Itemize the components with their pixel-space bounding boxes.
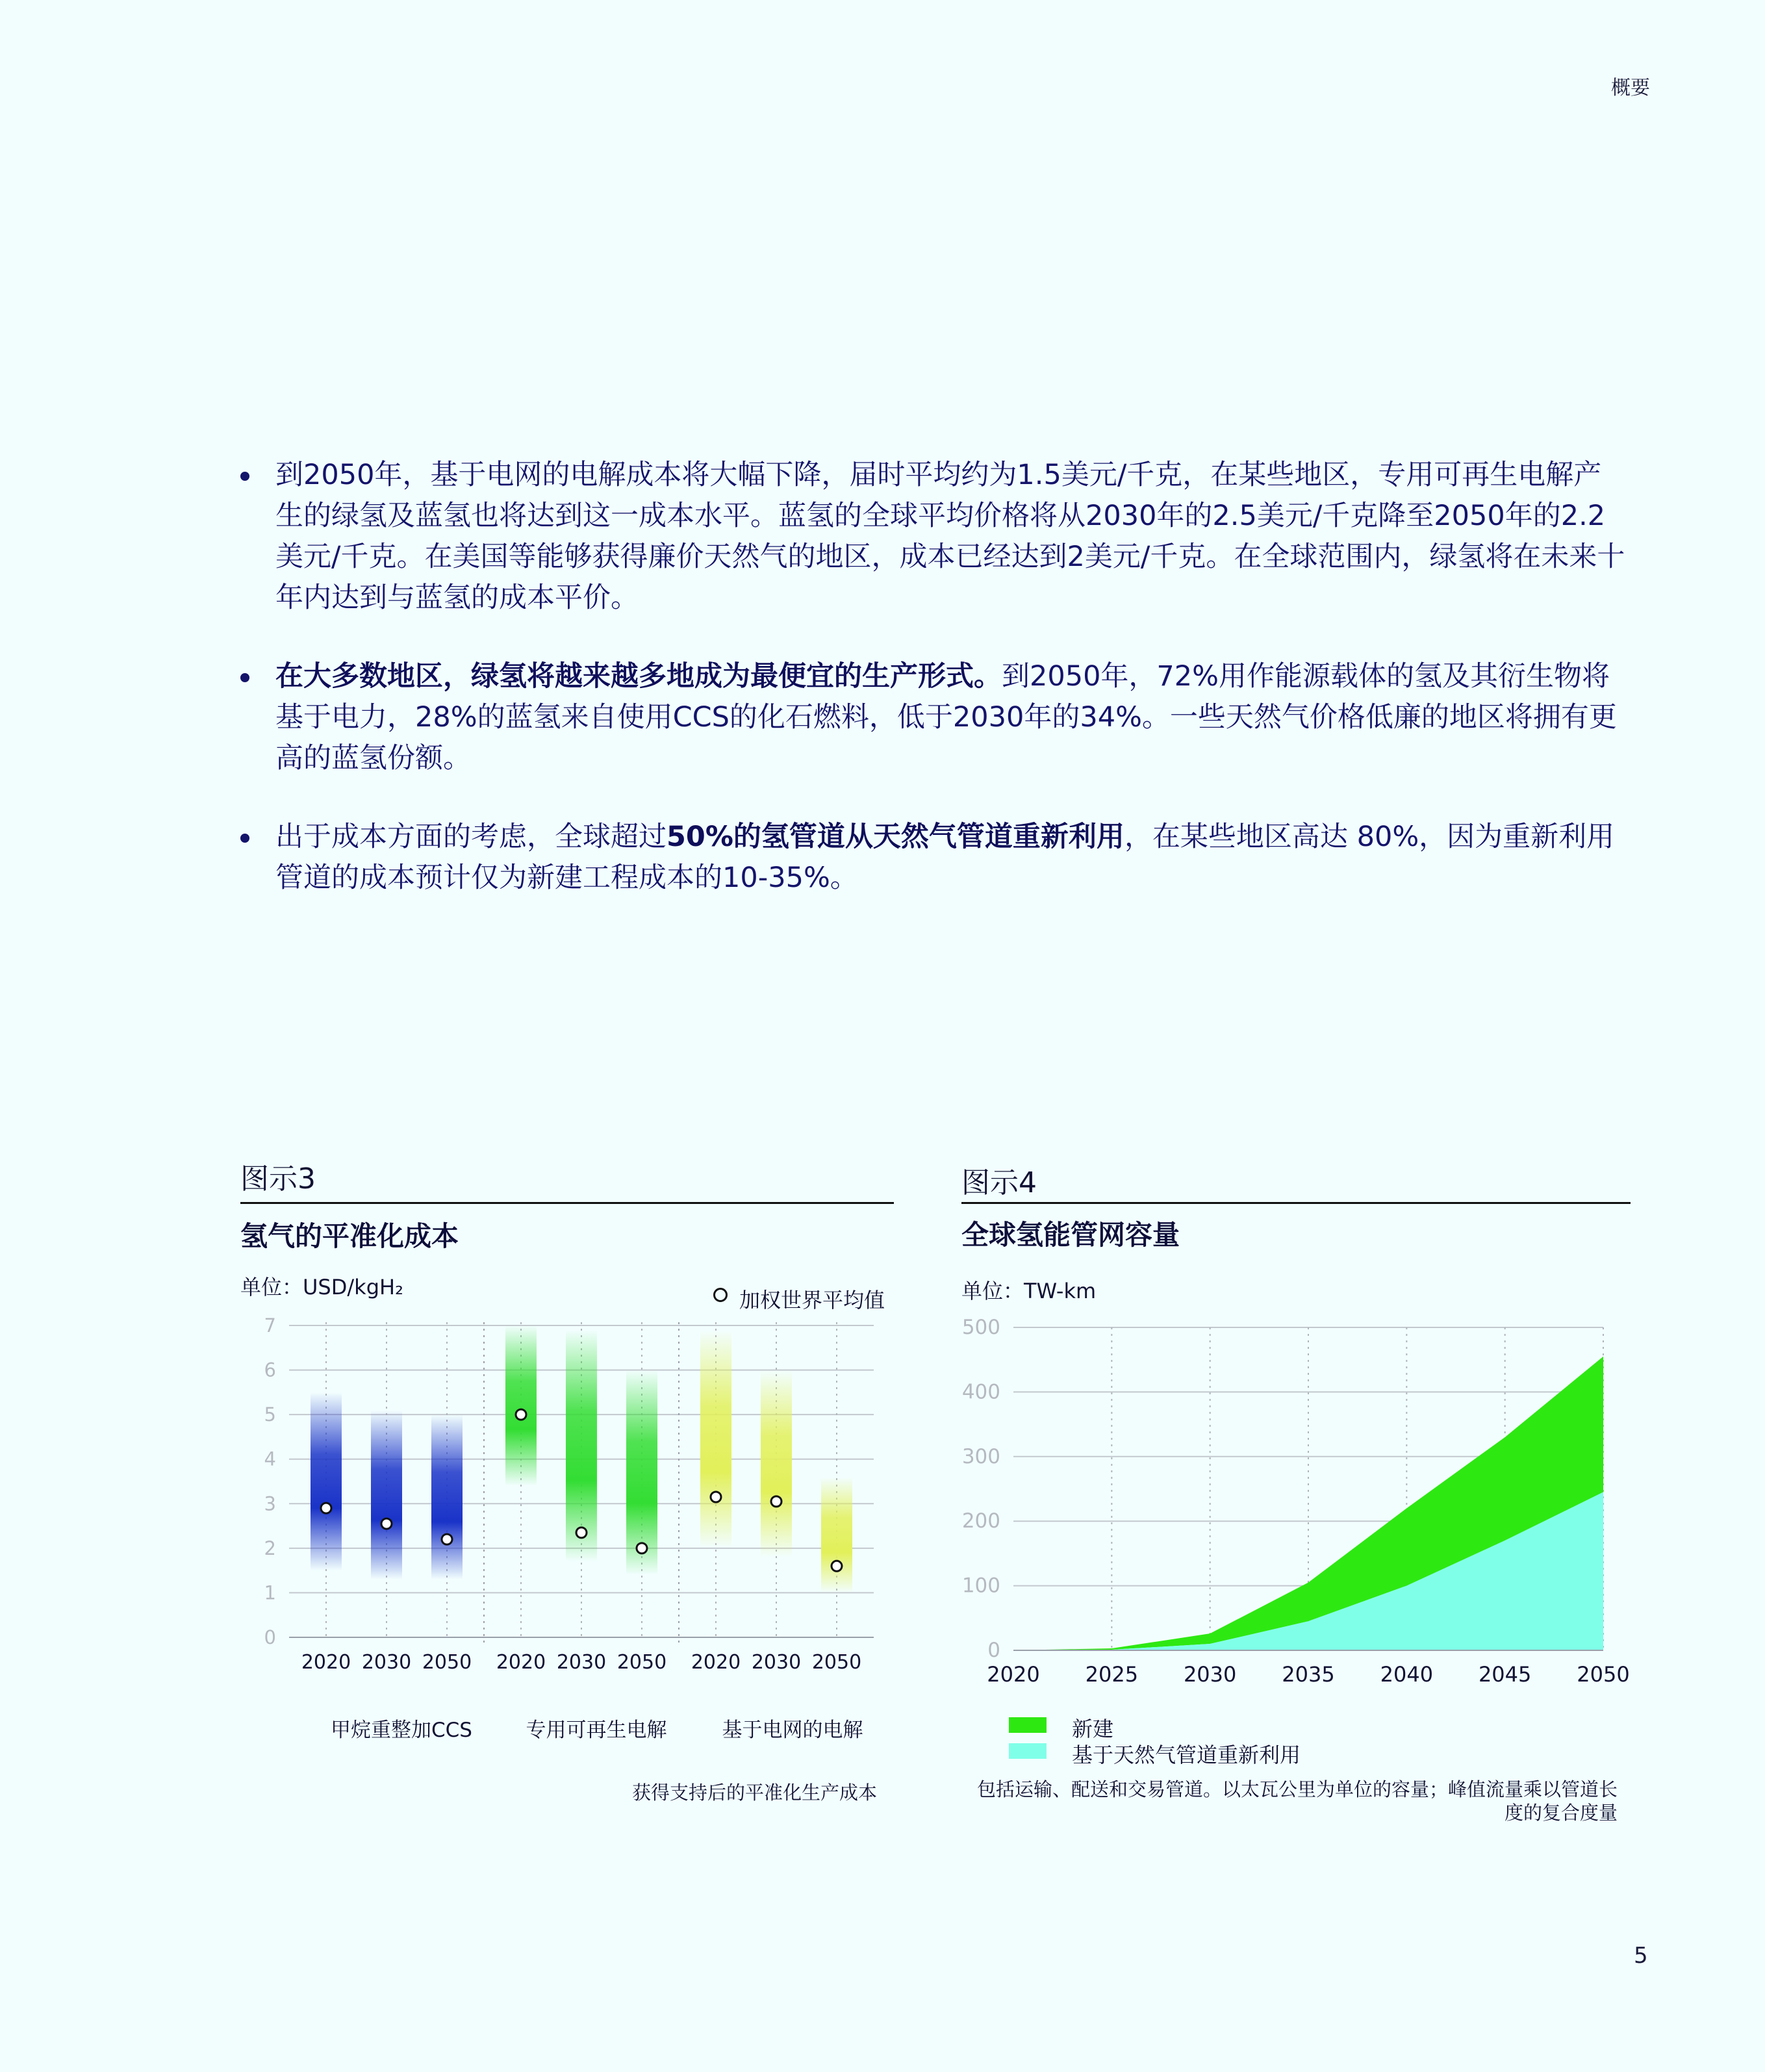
figure3-title: 氢气的平准化成本 [240,1220,459,1252]
y-tick-label: 200 [961,1509,1000,1533]
x-tick-label: 2020 [301,1651,351,1674]
bullet-3-post: ，在某些地区高达 80%，因为重新利用管道的成本预计仅为新建工程成本的10-35%。 [275,821,1615,894]
bullet-1-text: 到2050年，基于电网的电解成本将大幅下降，届时平均约为1.5美元/千克，在某些地区，专用可再生电解产生的绿氢及蓝氢也将达到这一成本水平。蓝氢的全球平均价格将从2030年的2.5美元/千克降至2050年的2.2美元/千克。在美国等能够获得廉价天然气的地区，成本已经达到2美元/千克。在全球范围内，绿氢将在未来十年内达到与蓝氢的成本平价。 [275,459,1625,614]
figure4-unit: 单位：TW-km [961,1279,1097,1303]
weighted-average-point [637,1543,647,1554]
cost-range-bar [821,1477,852,1592]
figure4-rule [961,1202,1631,1204]
legend-swatch-new [1009,1717,1047,1733]
x-tick-label: 2035 [1282,1662,1335,1687]
bullet-dot-icon [240,834,249,843]
x-tick-label: 2050 [422,1651,472,1674]
x-tick-label: 2045 [1478,1662,1532,1687]
figure3-legend: 加权世界平均值 [739,1288,885,1312]
y-tick-label: 2 [264,1537,276,1559]
x-tick-label: 2040 [1380,1662,1434,1687]
y-tick-label: 5 [264,1403,276,1426]
y-tick-label: 100 [961,1574,1000,1598]
cost-range-bar [505,1325,537,1486]
bullet-item-2 [235,656,1625,779]
figure3-number: 图示3 [240,1162,316,1196]
figure4-caption-line2: 度的复合度量 [1504,1802,1618,1824]
x-tick-label: 2050 [811,1651,862,1674]
x-tick-label: 2025 [1085,1662,1139,1687]
x-tick-label: 2020 [691,1651,741,1674]
pipeline-capacity-chart [961,1306,1637,1696]
bullet-dot-icon [240,673,249,682]
levelized-cost-chart [240,1299,896,1702]
x-tick-label: 2030 [556,1651,607,1674]
x-tick-label: 2050 [1577,1662,1630,1687]
y-tick-label: 0 [987,1639,1000,1662]
weighted-average-point [832,1561,842,1571]
figure4-number: 图示4 [961,1166,1037,1199]
bullet-item-3 [235,817,1625,899]
x-tick-label: 2030 [361,1651,412,1674]
page-number: 5 [1634,1943,1648,1969]
figure3-unit: 单位：USD/kgH₂ [240,1275,403,1299]
y-tick-label: 500 [961,1316,1000,1339]
cost-range-bar [311,1392,342,1570]
group-label-smr-ccs: 甲烷重整加CCS [331,1719,472,1742]
cost-range-bar [700,1330,731,1548]
figure3-rule [240,1202,894,1204]
cost-range-bar [761,1370,792,1557]
y-tick-label: 400 [961,1380,1000,1404]
weighted-average-point [576,1528,587,1538]
figure4-caption-line1: 包括运输、配送和交易管道。以太瓦公里为单位的容量；峰值流量乘以管道长 [976,1778,1618,1800]
weighted-average-point [321,1503,331,1513]
weighted-average-point [516,1409,526,1420]
weighted-average-point [442,1534,452,1544]
weighted-average-point [381,1518,392,1529]
cost-range-bar [431,1414,463,1580]
weighted-average-point [711,1492,721,1502]
x-tick-label: 2030 [1183,1662,1237,1687]
cost-range-bar [371,1410,402,1580]
x-tick-label: 2030 [751,1651,802,1674]
legend-label-repurposed: 基于天然气管道重新利用 [1072,1743,1301,1767]
x-tick-label: 2020 [987,1662,1040,1687]
bullet-list [235,455,1625,936]
section-label: 概要 [1611,77,1650,99]
group-label-renewable: 专用可再生电解 [526,1719,667,1742]
bullet-3-pre: 出于成本方面的考虑，全球超过 [275,821,667,853]
y-tick-label: 3 [264,1492,276,1515]
figure4-title: 全球氢能管网容量 [961,1219,1180,1251]
figure3-caption: 获得支持后的平准化生产成本 [631,1782,877,1804]
bullet-2-bold: 在大多数地区，绿氢将越来越多地成为最便宜的生产形式。 [275,660,1002,693]
y-tick-label: 6 [264,1359,276,1381]
y-tick-label: 7 [264,1314,276,1337]
bullet-dot-icon [240,472,249,481]
legend-label-new: 新建 [1072,1717,1114,1741]
bullet-3-bold: 50%的氢管道从天然气管道重新利用 [667,821,1124,853]
y-tick-label: 0 [264,1626,276,1648]
y-tick-label: 1 [264,1581,276,1604]
legend-swatch-repurposed [1009,1743,1047,1759]
x-tick-label: 2020 [496,1651,546,1674]
weighted-average-point [771,1496,781,1507]
bullet-2-text: 到2050年，72%用作能源载体的氢及其衍生物将基于电力，28%的蓝氢来自使用CCS的化石燃料，低于2030年的34%。一些天然气价格低廉的地区将拥有更高的蓝氢份额。 [275,660,1617,774]
x-tick-label: 2050 [616,1651,667,1674]
y-tick-label: 300 [961,1444,1000,1468]
group-label-grid: 基于电网的电解 [722,1719,863,1742]
bullet-item-1 [235,455,1625,619]
y-tick-label: 4 [264,1448,276,1470]
